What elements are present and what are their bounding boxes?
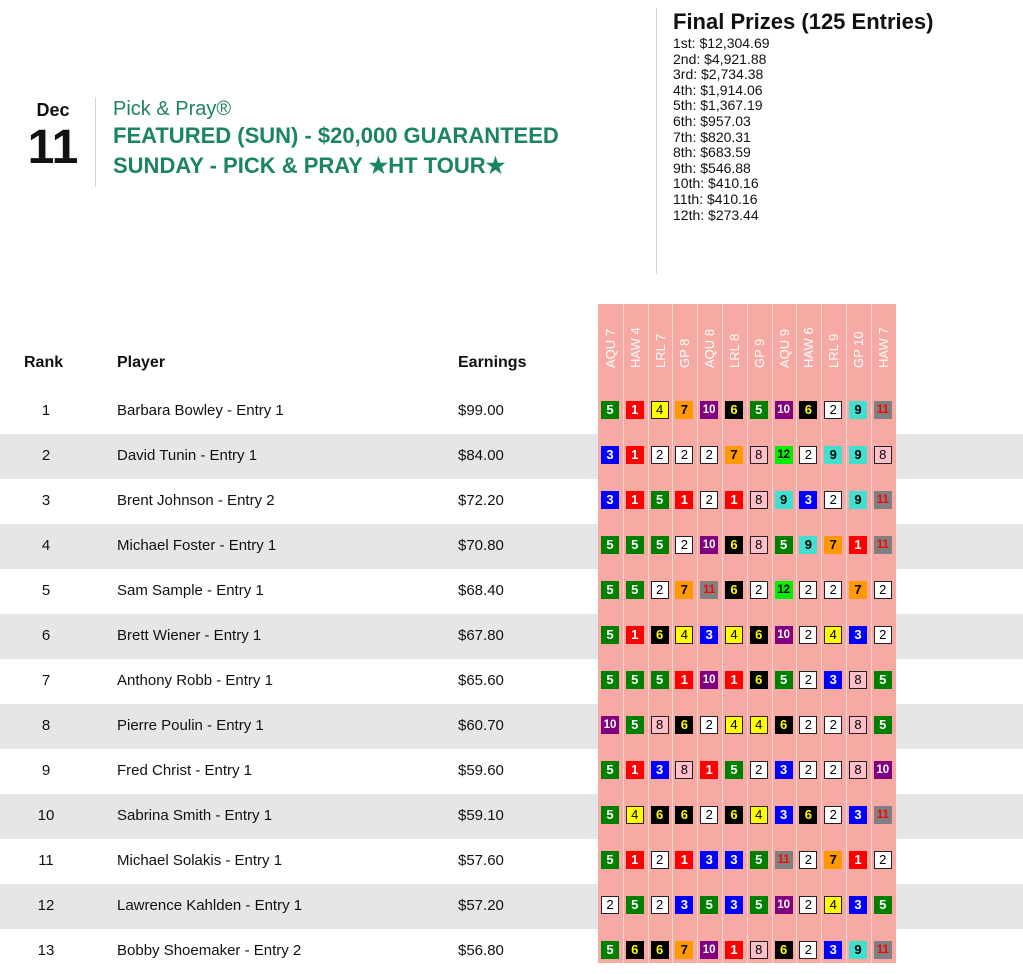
pick-badge: 3: [725, 896, 743, 914]
pick-badge: 2: [799, 716, 817, 734]
pick-badge: 1: [700, 761, 718, 779]
pick-badge: 11: [775, 851, 793, 869]
pick-badge: 4: [675, 626, 693, 644]
earnings-cell: $68.40: [458, 582, 504, 599]
pick-badge: 9: [849, 446, 867, 464]
player-name: Sabrina Smith - Entry 1: [117, 807, 273, 824]
pick-badge: 1: [626, 761, 644, 779]
pick-badge: 11: [874, 401, 892, 419]
pick-badge: 5: [775, 536, 793, 554]
pick-badge: 2: [651, 896, 669, 914]
earnings-cell: $84.00: [458, 447, 504, 464]
pick-badge: 7: [849, 581, 867, 599]
pick-badge: 2: [675, 536, 693, 554]
pick-badge: 7: [725, 446, 743, 464]
pick-badge: 8: [849, 671, 867, 689]
pick-badge: 5: [626, 671, 644, 689]
rank-cell: 3: [41, 492, 51, 509]
pick-badge: 2: [799, 851, 817, 869]
race-header-label: AQU 7: [603, 328, 618, 368]
prize-line: 10th: $410.16: [673, 175, 759, 192]
race-header: [724, 304, 744, 384]
player-name: Lawrence Kahlden - Entry 1: [117, 897, 303, 914]
race-header-label: HAW 6: [801, 327, 817, 368]
pick-badge: 9: [799, 536, 817, 554]
pick-badge: 2: [874, 851, 892, 869]
earnings-cell: $72.20: [458, 492, 504, 509]
pick-badge: 5: [601, 626, 619, 644]
pick-badge: 10: [700, 536, 718, 554]
pick-badge: 7: [675, 941, 693, 959]
earnings-cell: $56.80: [458, 942, 504, 959]
pick-badge: 1: [675, 491, 693, 509]
pick-badge: 3: [700, 626, 718, 644]
pick-badge: 10: [700, 671, 718, 689]
pick-badge: 10: [700, 941, 718, 959]
pick-badge: 5: [601, 806, 619, 824]
player-name: Pierre Poulin - Entry 1: [117, 717, 264, 734]
prize-line: 12th: $273.44: [673, 206, 759, 223]
rank-cell: 2: [41, 447, 51, 464]
pick-badge: 5: [626, 581, 644, 599]
race-header: [823, 304, 843, 384]
pick-badge: 3: [849, 896, 867, 914]
prize-line: 3rd: $2,734.38: [673, 66, 764, 83]
pick-badge: 2: [750, 581, 768, 599]
pick-badge: 4: [750, 806, 768, 824]
final-prizes: [673, 8, 933, 223]
pick-badge: 6: [651, 626, 669, 644]
pick-badge: 5: [874, 671, 892, 689]
pick-badge: 5: [626, 536, 644, 554]
prize-line: 6th: $957.03: [673, 112, 751, 129]
pick-badge: 2: [651, 446, 669, 464]
pick-badge: 6: [750, 671, 768, 689]
pick-badge: 5: [601, 536, 619, 554]
pick-badge: 2: [750, 761, 768, 779]
pick-badge: 10: [601, 716, 619, 734]
player-name: Fred Christ - Entry 1: [117, 762, 253, 779]
pick-badge: 2: [874, 581, 892, 599]
pick-badge: 5: [750, 401, 768, 419]
race-header-label: HAW 7: [875, 327, 891, 368]
pick-badge: 1: [626, 626, 644, 644]
pick-badge: 12: [775, 446, 793, 464]
pick-badge: 8: [849, 716, 867, 734]
pick-badge: 8: [750, 491, 768, 509]
contest-brand: Pick & Pray®: [113, 98, 232, 120]
pick-badge: 3: [824, 671, 842, 689]
pick-badge: 5: [775, 671, 793, 689]
race-header: [650, 304, 670, 384]
race-header: [674, 304, 694, 384]
pick-badge: 5: [601, 671, 619, 689]
pick-badge: 10: [700, 401, 718, 419]
earnings-cell: $70.80: [458, 537, 504, 554]
pick-badge: 3: [601, 446, 619, 464]
pick-badge: 2: [824, 806, 842, 824]
pick-badge: 2: [824, 581, 842, 599]
pick-badge: 5: [750, 896, 768, 914]
pick-badge: 1: [626, 491, 644, 509]
pick-badge: 10: [775, 896, 793, 914]
race-header: [848, 304, 868, 384]
rank-cell: 5: [41, 582, 51, 599]
race-header: [873, 304, 893, 384]
pick-badge: 11: [874, 491, 892, 509]
pick-badge: 7: [675, 581, 693, 599]
pick-badge: 8: [675, 761, 693, 779]
pick-badge: 4: [725, 626, 743, 644]
pick-badge: 1: [725, 491, 743, 509]
pick-badge: 9: [849, 491, 867, 509]
pick-badge: 5: [874, 896, 892, 914]
pick-badge: 5: [626, 896, 644, 914]
race-header-label: LRL 9: [826, 333, 842, 368]
race-header-label: GP 10: [851, 331, 866, 368]
player-name: Anthony Robb - Entry 1: [117, 672, 273, 689]
prize-line: 1st: $12,304.69: [673, 35, 770, 51]
pick-badge: 8: [874, 446, 892, 464]
rank-cell: 4: [41, 537, 51, 554]
race-header: [798, 304, 818, 384]
prizes-title: Final Prizes (125 Entries): [673, 9, 934, 34]
rank-cell: 9: [41, 762, 51, 779]
pick-badge: 2: [799, 626, 817, 644]
race-header-label: AQU 9: [776, 328, 792, 368]
pick-badge: 6: [775, 716, 793, 734]
player-name: Michael Foster - Entry 1: [117, 537, 277, 554]
pick-badge: 6: [725, 581, 743, 599]
rank-header: Rank: [24, 354, 64, 371]
race-header-label: GP 9: [751, 338, 767, 368]
pick-badge: 5: [700, 896, 718, 914]
pick-badge: 8: [849, 761, 867, 779]
player-name: Sam Sample - Entry 1: [117, 582, 264, 599]
pick-badge: 7: [824, 536, 842, 554]
contest-titles: [113, 97, 559, 181]
pick-badge: 2: [799, 446, 817, 464]
pick-badge: 6: [799, 806, 817, 824]
pick-badge: 9: [824, 446, 842, 464]
pick-badge: 6: [725, 806, 743, 824]
earnings-cell: $60.70: [458, 717, 504, 734]
pick-badge: 2: [874, 626, 892, 644]
prize-line: 8th: $683.59: [673, 144, 751, 161]
pick-badge: 4: [651, 401, 669, 419]
pick-badge: 5: [651, 671, 669, 689]
pick-badge: 5: [601, 401, 619, 419]
prize-line: 4th: $1,914.06: [673, 81, 763, 98]
event-day: 11: [27, 121, 79, 174]
pick-badge: 3: [651, 761, 669, 779]
race-header-label: GP 8: [677, 338, 693, 368]
pick-badge: 3: [775, 806, 793, 824]
prize-line: 9th: $546.88: [673, 159, 751, 176]
pick-badge: 5: [601, 851, 619, 869]
player-name: Bobby Shoemaker - Entry 2: [117, 942, 302, 959]
pick-badge: 3: [849, 806, 867, 824]
pick-badge: 2: [824, 716, 842, 734]
pick-badge: 2: [700, 806, 718, 824]
prize-list: [673, 36, 933, 223]
pick-badge: 6: [651, 806, 669, 824]
race-header: [600, 304, 620, 384]
pick-badge: 2: [700, 491, 718, 509]
pick-badge: 2: [651, 581, 669, 599]
pick-badge: 2: [799, 671, 817, 689]
rank-cell: 6: [41, 627, 51, 644]
pick-badge: 6: [725, 401, 743, 419]
pick-badge: 1: [626, 401, 644, 419]
player-header: Player: [117, 354, 166, 371]
race-header-label: HAW 4: [627, 327, 643, 368]
pick-badge: 5: [651, 491, 669, 509]
pick-badge: 2: [799, 941, 817, 959]
rank-cell: 7: [41, 672, 51, 689]
rank-cell: 8: [41, 717, 51, 734]
pick-badge: 2: [700, 716, 718, 734]
race-header: [749, 304, 769, 384]
earnings-cell: $59.60: [458, 762, 504, 779]
pick-badge: 6: [725, 536, 743, 554]
title-divider: [95, 97, 96, 187]
race-header-label: LRL 7: [652, 333, 668, 368]
pick-badge: 5: [626, 716, 644, 734]
pick-badge: 6: [675, 806, 693, 824]
pick-badge: 3: [824, 941, 842, 959]
pick-badge: 8: [750, 536, 768, 554]
pick-badge: 8: [750, 941, 768, 959]
pick-badge: 2: [601, 896, 619, 914]
pick-badge: 8: [651, 716, 669, 734]
rank-cell: 1: [41, 402, 51, 419]
pick-badge: 3: [675, 896, 693, 914]
pick-badge: 3: [775, 761, 793, 779]
race-header: [625, 304, 645, 384]
pick-badge: 2: [651, 851, 669, 869]
earnings-cell: $65.60: [458, 672, 504, 689]
race-header: [699, 304, 719, 384]
pick-badge: 5: [750, 851, 768, 869]
pick-badge: 11: [874, 806, 892, 824]
pick-badge: 5: [725, 761, 743, 779]
pick-badge: 1: [626, 851, 644, 869]
pick-badge: 4: [824, 626, 842, 644]
contest-headline-1: FEATURED (SUN) - $20,000 GUARANTEED: [113, 123, 559, 148]
pick-badge: 10: [775, 401, 793, 419]
pick-badge: 3: [799, 491, 817, 509]
pick-badge: 5: [601, 581, 619, 599]
pick-badge: 7: [675, 401, 693, 419]
pick-badge: 1: [849, 536, 867, 554]
pick-badge: 11: [874, 536, 892, 554]
earnings-cell: $59.10: [458, 807, 504, 824]
pick-badge: 1: [675, 671, 693, 689]
prize-line: 7th: $820.31: [673, 128, 751, 145]
pick-badge: 4: [750, 716, 768, 734]
event-month: Dec: [36, 100, 70, 120]
pick-badge: 4: [626, 806, 644, 824]
prize-line: 5th: $1,367.19: [673, 97, 763, 114]
prize-line: 2nd: $4,921.88: [673, 50, 767, 67]
pick-badge: 2: [799, 761, 817, 779]
pick-badge: 3: [700, 851, 718, 869]
pick-badge: 5: [651, 536, 669, 554]
pick-badge: 10: [775, 626, 793, 644]
pick-badge: 9: [849, 401, 867, 419]
pick-badge: 2: [824, 491, 842, 509]
pick-badge: 2: [675, 446, 693, 464]
earnings-cell: $57.60: [458, 852, 504, 869]
pick-badge: 5: [874, 716, 892, 734]
prizes-divider: [656, 8, 657, 274]
pick-badge: 1: [725, 671, 743, 689]
player-name: Brent Johnson - Entry 2: [117, 492, 275, 509]
rank-cell: 10: [37, 807, 55, 824]
pick-badge: 5: [601, 761, 619, 779]
pick-badge: 6: [799, 401, 817, 419]
pick-badge: 6: [651, 941, 669, 959]
earnings-header: Earnings: [458, 354, 527, 371]
pick-badge: 10: [874, 761, 892, 779]
pick-badge: 3: [725, 851, 743, 869]
player-name: Barbara Bowley - Entry 1: [117, 402, 284, 419]
pick-badge: 7: [824, 851, 842, 869]
earnings-cell: $67.80: [458, 627, 504, 644]
pick-badge: 6: [750, 626, 768, 644]
pick-badge: 11: [700, 581, 718, 599]
pick-badge: 2: [799, 581, 817, 599]
pick-badge: 6: [675, 716, 693, 734]
race-header: [774, 304, 794, 384]
pick-badge: 3: [601, 491, 619, 509]
pick-badge: 2: [799, 896, 817, 914]
pick-badge: 6: [775, 941, 793, 959]
pick-badge: 1: [725, 941, 743, 959]
pick-badge: 1: [849, 851, 867, 869]
player-name: David Tunin - Entry 1: [117, 447, 258, 464]
rank-cell: 12: [37, 897, 55, 914]
rank-cell: 13: [37, 942, 55, 959]
pick-badge: 2: [700, 446, 718, 464]
race-header-label: AQU 8: [702, 328, 718, 368]
pick-badge: 2: [824, 761, 842, 779]
pick-badge: 11: [874, 941, 892, 959]
pick-badge: 9: [775, 491, 793, 509]
rank-cell: 11: [38, 852, 54, 869]
earnings-cell: $57.20: [458, 897, 504, 914]
pick-badge: 8: [750, 446, 768, 464]
event-date: [18, 100, 88, 174]
pick-badge: 1: [675, 851, 693, 869]
pick-badge: 3: [849, 626, 867, 644]
player-name: Michael Solakis - Entry 1: [117, 852, 283, 869]
race-header-label: LRL 8: [727, 333, 742, 368]
pick-badge: 9: [849, 941, 867, 959]
pick-badge: 12: [775, 581, 793, 599]
pick-badge: 5: [601, 941, 619, 959]
player-name: Brett Wiener - Entry 1: [117, 627, 262, 644]
pick-badge: 2: [824, 401, 842, 419]
pick-badge: 4: [824, 896, 842, 914]
contest-headline-2: SUNDAY - PICK & PRAY ★HT TOUR★: [113, 153, 506, 178]
earnings-cell: $99.00: [458, 402, 504, 419]
prize-line: 11th: $410.16: [673, 190, 758, 207]
pick-badge: 4: [725, 716, 743, 734]
pick-badge: 6: [626, 941, 644, 959]
pick-badge: 1: [626, 446, 644, 464]
